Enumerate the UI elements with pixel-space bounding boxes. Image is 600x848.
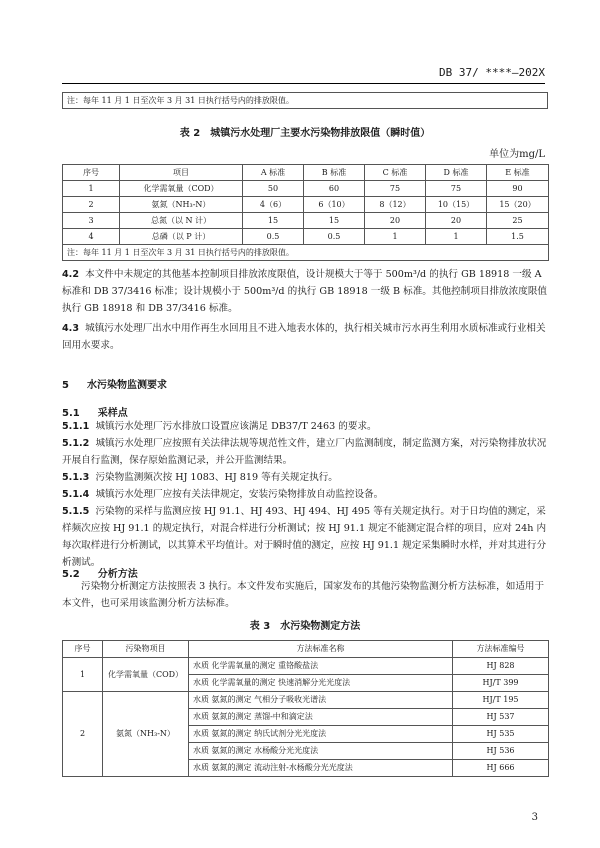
section-title: 分析方法 xyxy=(97,569,138,580)
method-name: 水质 氨氮的测定 水杨酸分光光度法 xyxy=(189,743,453,760)
clause-number: 4.3 xyxy=(62,323,79,334)
section-title: 采样点 xyxy=(97,408,128,419)
table-row xyxy=(63,229,549,245)
table3-title: 表 3 水污染物测定方法 xyxy=(249,621,361,632)
clause-5-1-1 xyxy=(62,418,550,435)
note-cell: 注：每年 11 月 1 日至次年 3 月 31 日执行括号内的排放限值。 xyxy=(63,93,548,109)
method-code: HJ 535 xyxy=(453,726,549,743)
table-header-row xyxy=(63,165,549,181)
clause-5-1-2 xyxy=(62,435,550,469)
cell: 75 xyxy=(426,181,487,197)
cell: 15 xyxy=(304,213,365,229)
section-title: 水污染物监测要求 xyxy=(86,380,167,391)
cell: 2 xyxy=(63,197,120,213)
table-row xyxy=(63,692,549,709)
cell: 化学需氧量（COD） xyxy=(120,181,243,197)
clause-number: 5.1.1 xyxy=(62,421,90,432)
clause-text: 城镇污水处理厂出水中用作再生水回用且不进入地表水体的，执行相关城市污水再生利用水质标准或行业相关回用水要求。 xyxy=(62,323,546,351)
cell: 化学需氧量（COD） xyxy=(103,658,189,692)
page-number: 3 xyxy=(531,812,538,823)
table-row xyxy=(63,658,549,675)
clause-number: 5.1.4 xyxy=(62,489,90,500)
cell: 氨氮（NH₃-N） xyxy=(120,197,243,213)
method-name: 水质 氨氮的测定 蒸馏-中和滴定法 xyxy=(189,709,453,726)
header-cell: C 标准 xyxy=(365,165,426,181)
section-number: 5.2 xyxy=(62,569,80,580)
clause-number: 4.2 xyxy=(62,269,79,280)
cell: 总氮（以 N 计） xyxy=(120,213,243,229)
cell: 25 xyxy=(487,213,549,229)
header-cell: B 标准 xyxy=(304,165,365,181)
clause-number: 5.1.3 xyxy=(62,472,90,483)
section-5-1-heading xyxy=(62,404,128,419)
clause-5-1-5 xyxy=(62,503,550,571)
method-code: HJ 537 xyxy=(453,709,549,726)
method-code: HJ/T 399 xyxy=(453,675,549,692)
table2-note: 注：每年 11 月 1 日至次年 3 月 31 日执行括号内的排放限值。 xyxy=(63,245,549,261)
clause-text: 污染物的采样与监测应按 HJ 91.1、HJ 493、HJ 494、HJ 495 等有关规定执行。对于日均值的测定，采样频次应按 HJ 91.1 的规定执行，对混合样进行分析测试；按 HJ 91.1 规定不能测定混合样的项目，应对 24h 内每次取样进行分析测试，以其算术平均值计。对于瞬时值的测定，应按 HJ 91.1 规定采集瞬时水样，并对其进行分析测试。 xyxy=(62,506,547,568)
cell: 0.5 xyxy=(243,229,304,245)
table-row xyxy=(63,181,549,197)
header-cell: 序号 xyxy=(63,641,103,658)
cell: 15（20） xyxy=(487,197,549,213)
method-code: HJ 536 xyxy=(453,743,549,760)
header-cell: 污染物项目 xyxy=(103,641,189,658)
cell: 60 xyxy=(304,181,365,197)
cell: 氨氮（NH₃-N） xyxy=(103,692,189,777)
cell: 1 xyxy=(426,229,487,245)
clause-text: 本文件中未规定的其他基本控制项目排放浓度限值，设计规模大于等于 500m³/d 的执行 GB 18918 一级 A 标准和 DB 37/3416 标准；设计规模小于 500m³/d 的执行 GB 18918 一级 B 标准。其他控制项目排放浓度限值执行 GB 18918 和 DB 37/3416 标准。 xyxy=(62,269,548,314)
document-code: DB 37/ ****—202X xyxy=(439,66,545,79)
cell: 1 xyxy=(63,658,103,692)
cell: 10（15） xyxy=(426,197,487,213)
table3 xyxy=(62,640,549,777)
header-cell: 项目 xyxy=(120,165,243,181)
clause-text: 污染物监测频次按 HJ 1083、HJ 819 等有关规定执行。 xyxy=(95,472,338,483)
cell: 20 xyxy=(426,213,487,229)
table2-unit: 单位为mg/L xyxy=(489,149,545,160)
clause-4-3 xyxy=(62,320,550,354)
cell: 3 xyxy=(63,213,120,229)
cell: 8（12） xyxy=(365,197,426,213)
header-rule xyxy=(62,83,545,84)
cell: 6（10） xyxy=(304,197,365,213)
section-number: 5 xyxy=(62,380,69,391)
cell: 75 xyxy=(365,181,426,197)
previous-table-note xyxy=(62,92,548,109)
table-row xyxy=(63,213,549,229)
cell: 1 xyxy=(365,229,426,245)
table2-title: 表 2 城镇污水处理厂主要水污染物排放限值（瞬时值） xyxy=(179,128,431,139)
method-code: HJ/T 195 xyxy=(453,692,549,709)
cell: 1.5 xyxy=(487,229,549,245)
cell: 总磷（以 P 计） xyxy=(120,229,243,245)
method-name: 水质 氨氮的测定 气相分子吸收光谱法 xyxy=(189,692,453,709)
cell: 0.5 xyxy=(304,229,365,245)
method-name: 水质 氨氮的测定 纳氏试剂分光光度法 xyxy=(189,726,453,743)
header-cell: 方法标准编号 xyxy=(453,641,549,658)
clause-text: 城镇污水处理厂应按有关法律规定，安装污染物排放自动监控设备。 xyxy=(95,489,384,500)
method-code: HJ 666 xyxy=(453,760,549,777)
cell: 4（6） xyxy=(243,197,304,213)
header-cell: A 标准 xyxy=(243,165,304,181)
clause-text: 城镇污水处理厂应按照有关法律法规等规范性文件，建立厂内监测制度，制定监测方案，对污染物排放状况开展自行监测，保存原始监测记录，并公开监测结果。 xyxy=(62,438,547,466)
cell: 90 xyxy=(487,181,549,197)
header-cell: 方法标准名称 xyxy=(189,641,453,658)
table2 xyxy=(62,164,549,261)
cell: 2 xyxy=(63,692,103,777)
clause-number: 5.1.2 xyxy=(62,438,90,449)
clause-5-1-3 xyxy=(62,469,550,486)
clause-4-2 xyxy=(62,266,550,317)
header-cell: 序号 xyxy=(63,165,120,181)
clause-5-1-4 xyxy=(62,486,550,503)
header-cell: E 标准 xyxy=(487,165,549,181)
section-number: 5.1 xyxy=(62,408,80,419)
clause-text: 城镇污水处理厂污水排放口设置应该满足 DB37/T 2463 的要求。 xyxy=(95,421,377,432)
section-5-heading xyxy=(62,376,167,391)
table-row xyxy=(63,197,549,213)
method-name: 水质 化学需氧量的测定 快速消解分光光度法 xyxy=(189,675,453,692)
method-name: 水质 氨氮的测定 流动注射-水杨酸分光光度法 xyxy=(189,760,453,777)
method-code: HJ 828 xyxy=(453,658,549,675)
cell: 4 xyxy=(63,229,120,245)
cell: 20 xyxy=(365,213,426,229)
table-header-row xyxy=(63,641,549,658)
header-cell: D 标准 xyxy=(426,165,487,181)
cell: 15 xyxy=(243,213,304,229)
cell: 1 xyxy=(63,181,120,197)
cell: 50 xyxy=(243,181,304,197)
method-name: 水质 化学需氧量的测定 重铬酸盐法 xyxy=(189,658,453,675)
clause-5-2-text: 污染物分析测定方法按照表 3 执行。本文件发布实施后，国家发布的其他污染物监测分析方法标准，如适用于本文件，也可采用该监测分析方法标准。 xyxy=(62,581,545,609)
clause-number: 5.1.5 xyxy=(62,506,90,517)
table-note-row xyxy=(63,245,549,261)
